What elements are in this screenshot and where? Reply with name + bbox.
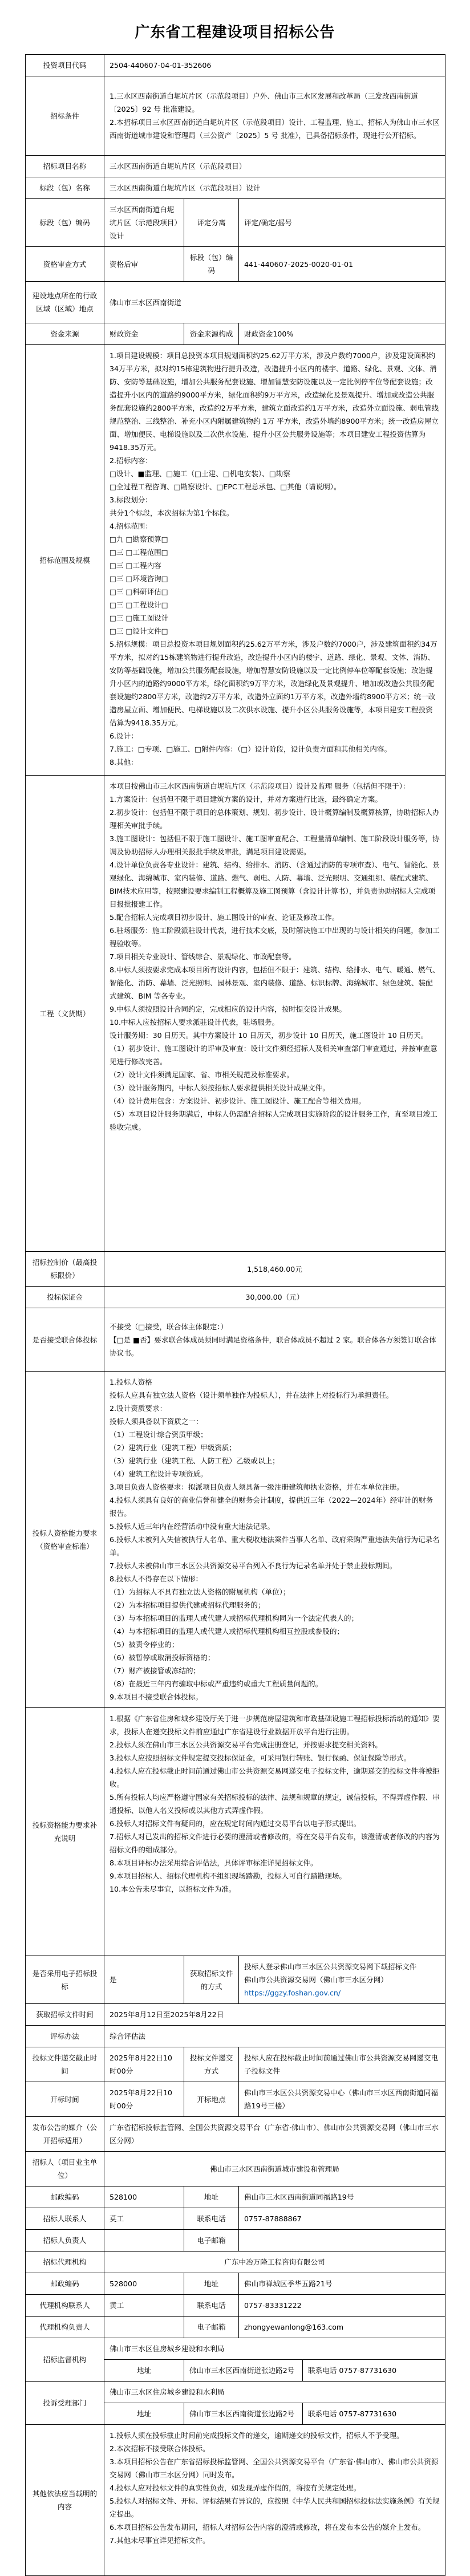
value-owner: 佛山市三水区西南街道城市建设和管理局 [104, 2152, 445, 2186]
row-owner-zip [26, 2186, 445, 2208]
row-project-code [26, 55, 445, 76]
value-owner-addr: 佛山市三水区西南街道同福路19号 [239, 2186, 445, 2208]
row-owner-contact [26, 2208, 445, 2230]
row-conditions [26, 76, 445, 156]
value-price: 1,518,460.00元 [104, 1252, 445, 1287]
row-scope [26, 345, 445, 776]
label-design: 工程（文货期） [26, 776, 104, 1252]
label-conditions: 招标条件 [26, 76, 104, 156]
row-section-name [26, 177, 445, 199]
label-agency-contact: 代理机构联系人 [26, 2295, 104, 2317]
label-section-name: 标段（包）名称 [26, 177, 104, 199]
notice-table [25, 54, 445, 2576]
label-funding: 资金来源 [26, 323, 104, 345]
value-section-name-2: 三水区西南街道白坭坑片区（示范段项目）设计 [104, 199, 184, 247]
row-agency-zip [26, 2273, 445, 2295]
label-qualification: 资格审查方式 [26, 247, 104, 282]
row-agency-contact [26, 2295, 445, 2317]
label-supervision-addr: 地址 [104, 2360, 184, 2382]
row-consortium [26, 1308, 445, 1372]
label-price: 招标控制价（最高投标限价） [26, 1252, 104, 1287]
label-project-code: 投资项目代码 [26, 55, 104, 76]
value-supervision: 佛山市三水区住房城乡建设和水利局 [104, 2338, 445, 2360]
value-bidder-requirements: 1.投标人资格 投标人应具有独立法人资格（设计须单独作为投标人），并在法律上对投标行为承担责任。 2.设计资质要求： 投标人须具备以下资质之一： （1）工程设计综合资质甲级； （2）建筑行业（建筑工程）甲级资质； （3）建筑行业（建筑工程、人防工程）乙级或以上； （4）建筑工程设计专项资质。 3.项目负责人资格要求：拟派项目负责人须具备一级注册建筑师执业资格，并在本单位注册。 4.投标人须具有良好的商业信誉和健全的财务会计制度，提供近三年（2022—2024年）经审计的财务报告。 5.投标人近三年内在经营活动中没有重大违法记录。 6.投标人未被列入失信被执行人名单、重大税收违法案件当事人名单、政府采购严重违法失信行为记录名单。 7.投标人未被佛山市三水区公共资源交易平台列入不良行为记录名单并处于禁止投标期间。 8.投标人不得存在以下情形： （1）为招标人不具有独立法人资格的附属机构（单位）； （2）为本招标项目提供代建或招标代理服务的； （3）与本招标项目的监理人或代建人或招标代理机构同为一个法定代表人的； （4）与本招标项目的监理人或代建人或招标代理机构相互控股或参股的； （5）被责令停业的； （6）被暂停或取消投标资格的； （7）财产被接管或冻结的； （8）在最近三年内有骗取中标或严重违约或重大工程质量问题的。 9.本项目不接受联合体投标。 [110, 1378, 440, 1701]
row-complaint [26, 2382, 445, 2403]
value-agency-addr: 佛山市禅城区季华五路21号 [239, 2273, 445, 2295]
label-agency-addr: 地址 [184, 2273, 239, 2295]
value-funding-ratio: 财政资金100% [239, 323, 445, 345]
tender-fetch-link[interactable]: https://ggzy.foshan.gov.cn/ [244, 1989, 341, 1997]
label-deadline: 投标文件递交截止时间 [26, 2047, 104, 2082]
value-tender-fetch-time: 2025年8月12日至2025年8月22日 [104, 2004, 445, 2026]
row-design [26, 776, 445, 1252]
page-title: 广东省工程建设项目招标公告 [135, 24, 335, 41]
value-complaint: 佛山市三水区住房城乡建设和水利局 [104, 2382, 445, 2403]
row-supervision [26, 2338, 445, 2360]
label-deadline-place: 投标文件递交方式 [184, 2047, 239, 2082]
label-supervision: 招标监督机构 [26, 2338, 104, 2382]
value-complaint-addr: 佛山市三水区西南街道张边路2号 [184, 2403, 303, 2425]
value-conditions: 1.三水区西南街道白坭坑片区（示范段项目）户外、佛山市三水区发展和改革局（三发改西南街道〔2025〕92 号 批准建设。 2.本招标项目三水区西南街道白坭坑片区（示范段项目）设计、工程监理、施工、招标人为佛山市三水区西南街道城市建设和管理局（三公资产〔2025〕5 号 批准），已具备招标条件，现进行公开招标。 [110, 92, 440, 140]
value-funding: 财政资金 [104, 323, 184, 345]
label-scope: 招标范围及规模 [26, 345, 104, 776]
value-owner-phone: 0757-87888867 [239, 2208, 445, 2230]
value-eval-method: 综合评估法 [104, 2026, 445, 2047]
row-tender-doc [26, 1956, 445, 2004]
value-owner-email [239, 2230, 445, 2252]
value-media: 广东省招标投标监管网、全国公共资源交易平台（广东省·佛山市）、佛山市公共资源交易网（佛山市三水区分网） [104, 2117, 445, 2152]
label-agency-phone: 联系电话 [184, 2295, 239, 2317]
label-project-name: 招标项目名称 [26, 156, 104, 177]
label-bid-method: 评定分离 [184, 199, 239, 247]
label-funding-ratio: 资金来源构成 [184, 323, 239, 345]
label-other: 其他依法应当载明的内容 [26, 2425, 104, 2576]
row-tender-time [26, 2004, 445, 2026]
label-supervision-phone: 联系电话 [308, 2366, 337, 2375]
value-other-requirements: 1.根据《广东省住房和城乡建设厅关于进一步规范房屋建筑和市政基础设施工程招标投标活动的通知》要求，投标人在递交投标文件前应通过广东省建设行业数据开放平台进行注册。 2.投标人须在佛山市三水区公共资源交易平台完成注册登记，并按要求提交相关资料。 3.投标人应按照招标文件规定提交投标保证金，可采用银行转账、银行保函、保证保险等形式。 4.投标人应在投标截止时间前通过佛山市公共资源交易网递交电子投标文件，逾期递交的投标文件将被拒收。 5.所有投标人均应严格遵守国家有关招标投标的法律、法规和规章的规定，诚信投标，不得弄虚作假、串通投标、以他人名义投标或以其他方式弄虚作假。 6.投标人对招标文件有疑问的，应在规定时间内通过交易平台以电子形式提出。 7.招标人对已发出的招标文件进行必要的澄清或者修改的，将在交易平台发布，该澄清或者修改的内容为招标文件的组成部分。 8.本项目评标办法采用综合评估法，具体评审标准详见招标文件。 9.本项目招标人、招标代理机构不组织现场踏勘，投标人可自行踏勘现场。 10.本公告未尽事宜，以招标文件为准。 [110, 1714, 440, 1893]
label-complaint-phone: 联系电话 [308, 2409, 337, 2418]
value-consortium: 不接受（□接受，联合体主体限定：） 【□是 ■否】要求联合体成员须同时满足资格条件，联合体成员不超过 2 家。联合体各方须签订联合体协议书。 [110, 1322, 436, 1357]
row-media [26, 2117, 445, 2152]
label-bidder-requirements: 投标人资格能力要求（资格审查标准） [26, 1372, 104, 1708]
value-complaint-phone: 0757-87731630 [339, 2409, 397, 2418]
label-agency: 招标代理机构 [26, 2252, 104, 2273]
label-agency-zip: 邮政编码 [26, 2273, 104, 2295]
label-open-place: 开标地点 [184, 2082, 239, 2117]
label-owner-phone: 联系电话 [184, 2208, 239, 2230]
value-qualification: 资格后审 [104, 247, 184, 282]
value-address: 佛山市三水区西南街道 [104, 282, 445, 323]
label-address: 建设地点所在的行政区域（区域）地点 [26, 282, 104, 323]
value-bond: 30,000.00（元） [104, 1287, 445, 1308]
row-qualification [26, 247, 445, 282]
label-owner-email: 电子邮箱 [184, 2230, 239, 2252]
value-owner-zip: 528100 [104, 2186, 184, 2208]
value-agency-rep [104, 2317, 184, 2338]
label-other-requirements: 投标资格能力要求补充说明 [26, 1708, 104, 1956]
value-agency-zip: 528000 [104, 2273, 184, 2295]
value-design: 本项目按佛山市三水区西南街道白坭坑片区（示范段项目）设计及监理 服务（包括但不限于）： 1.方案设计：包括但不限于项目建筑方案的设计，并对方案进行比选，最终确定方案。 2.初步设计：包括但不限于项目的总体策划、规划、初步设计、设计概算编制及概算核算，协助招标人办理相关审批手续。 3.施工图设计：包括但不限于施工图设计、施工图审查配合、工程量清单编制、施工阶段设计服务等，协调及协助招标人办理相关报批手续及审批，满足项目建设需要。 4.设计单位负责各专业设计：建筑、结构、给排水、消防、（含通过消防的专项审查）、电气、智能化、景观绿化、海绵城市、室内装修、道路、燃气、弱电、人防、幕墙、泛光照明、交通组织、装配式建筑、BIM技术应用等，按照建设要求编制工程概算及施工图预算（含设计计算书），并负责协助招标人完成项目报批报建工作。 5.配合招标人完成项目初步设计、施工图设计的审查、论证及修改工作。 6.驻场服务：施工阶段派驻设计代表，进行技术交底，及时解决施工中出现的与设计相关的问题，参加工程验收等。 7.项目相关专业设计、管线综合、景观绿化、市政配套等。 8.中标人须按要求完成本项目所有设计内容，包括但不限于：建筑、结构、给排水、电气、暖通、燃气、智能化、消防、幕墙、泛光照明、园林景观、室内装修、道路、标识标牌、海绵城市、绿色建筑、装配式建筑、BIM 等各专业。 9.中标人须按照设计合同约定，完成相应的设计内容，按时提交设计成果。 10.中标人应按招标人要求派驻设计代表，驻场服务。 设计服务期：30 日历天。其中方案设计 10 日历天，初步设计 10 日历天，施工图设计 10 日历天。 （1）初步设计、施工图设计的评审及审查：设计文件须经招标人及相关审查部门审查通过，并按审查意见进行修改完善。 （2）设计文件须满足国家、省、市相关规范及标准要求。 （3）设计服务期内，中标人须按招标人要求提供相关设计成果文件。 （4）设计费用包含：方案设计、初步设计、施工图设计、施工配合等相关费用。 （5）本项目设计服务期满后，中标人仍需配合招标人完成项目实施阶段的设计服务工作，直至项目竣工验收完成。 [110, 782, 440, 1131]
label-section-code-2: 标段（包）编码 [184, 247, 239, 282]
row-bond [26, 1287, 445, 1308]
label-eval-method: 评标办法 [26, 2026, 104, 2047]
label-tender-doc: 是否采用电子招标投标 [26, 1956, 104, 2004]
label-owner-contact: 招标人联系人 [26, 2208, 104, 2230]
label-complaint: 投诉受理部门 [26, 2382, 104, 2425]
label-agency-rep: 代理机构负责人 [26, 2317, 104, 2338]
value-open-place: 佛山市三水区公共资源交易中心（佛山市三水区西南街道同福路19号三楼） [239, 2082, 445, 2117]
row-open [26, 2082, 445, 2117]
value-section-name: 三水区西南街道白坭坑片区（示范段项目）设计 [104, 177, 445, 199]
label-section-code: 标段（包）编码 [26, 199, 104, 247]
row-price [26, 1252, 445, 1287]
value-deadline: 2025年8月22日10时00分 [104, 2047, 184, 2082]
value-agency-phone: 0757-83331222 [239, 2295, 445, 2317]
row-funding [26, 323, 445, 345]
label-tender-fetch-time: 获取招标文件时间 [26, 2004, 104, 2026]
label-complaint-addr: 地址 [104, 2403, 184, 2425]
row-address [26, 282, 445, 323]
row-eval-method [26, 2026, 445, 2047]
label-bond: 投标保证金 [26, 1287, 104, 1308]
label-owner-zip: 邮政编码 [26, 2186, 104, 2208]
value-other: 1.投标人须在投标截止时间前完成投标文件的递交，逾期递交的投标文件，招标人不予受理。 2.本次招标不接受联合体投标。 3.本项目招标公告在广东省招标投标监管网、全国公共资源交易平台（广东省·佛山市）、佛山市公共资源交易网（佛山市三水区分网）同时发布。 4.投标人应对投标文件的真实性负责，如发现弄虚作假的，将按有关规定处理。 5.投标人对招标文件、开标、评标结果有异议的，应按照《中华人民共和国招标投标法实施条例》有关规定提出。 6.本项目招标公告发布期间，招标人对招标公告内容的澄清或修改，将在发布本公告的媒介上发布。 7.其他未尽事宜详见招标文件。 [110, 2431, 440, 2545]
label-owner-addr: 地址 [184, 2186, 239, 2208]
label-media: 发布公告的媒介（公开招标适用） [26, 2117, 104, 2152]
value-tender-fetch: 投标人登录佛山市三水区公共资源交易网下载招标文件 [244, 1962, 417, 1971]
row-section [26, 199, 445, 247]
value-agency-email: zhongyewanlong@163.com [239, 2317, 445, 2338]
row-agency-rep [26, 2317, 445, 2338]
label-consortium: 是否接受联合体投标 [26, 1308, 104, 1372]
row-owner-rep [26, 2230, 445, 2252]
row-agency [26, 2252, 445, 2273]
row-other [26, 2425, 445, 2576]
row-bidder-requirements [26, 1372, 445, 1708]
label-owner-rep: 招标人负责人 [26, 2230, 104, 2252]
value-open: 2025年8月22日10时00分 [104, 2082, 184, 2117]
value-owner-rep [104, 2230, 184, 2252]
row-other-requirements [26, 1708, 445, 1956]
value-supervision-addr: 佛山市三水区西南街道张边路2号 [184, 2360, 303, 2382]
value-project-code: 2504-440607-04-01-352606 [104, 55, 445, 76]
value-bid-method: 评定/确定/摇号 [239, 199, 445, 247]
label-agency-email: 电子邮箱 [184, 2317, 239, 2338]
row-deadline [26, 2047, 445, 2082]
value-section-code: 441-440607-2025-0020-01-01 [239, 247, 445, 282]
value-supervision-phone: 0757-87731630 [339, 2366, 397, 2375]
label-tender-fetch: 获取招标文件的方式 [184, 1956, 239, 2004]
value-project-name: 三水区西南街道白坭坑片区（示范段项目） [104, 156, 445, 177]
value-scope: 1.项目建设规模：项目总投资本项目规划面积约25.62万平方米，涉及户数约7000户，涉及建设面积约34万平方米，拟对约15栋建筑物进行提升改造，改造提升小区内的楼宇、道路、绿化、景观、文体、消防、安防等基础设施，增加公共服务配套设施、增加智慧安防设施以及一定比例停车位等配套设施；改造提升小区内的道路约9000平方米，绿化面积约9万平方米，改造绿化及景观提升、增加或改造公共服务配套设施约2800平方米，改造约2万平方米，建筑立面改造约1万平方米，改造外立面设施、弱电管线规范整治、三线整治、补充小区内附属建筑物约 1万 平方米，改造外墙约8900平方米；统一改造房屋立面、增加便民、电梯设施以及二次供水设施、提升小区公共服务设施等；本项目建安工程投资估算为9418.35万元。 2.招标内容： □设计、■监理、□施工（□土建、□机电安装）、□勘察 □全过程工程咨询、□勘察设计、□EPC工程总承包、□其他（请说明）。 3.标段划分： 共分1个标段，本次招标为第1个标段。 4.招标范围： □九 □勘察预算□ □三 □工程范围□ □三 □工程内容 □三 □环境咨询□ □三 □科研评估□ □三 □工程设计□ □三 □施工图设计 □三 □设计文件□ 5.招标规模：项目总投资本项目规划面积约25.62万平方米，涉及户数约7000户，涉及建筑面积约34万平方米，拟对约15栋建筑物进行提升改造，改造提升小区内的楼宇、道路、绿化、景观、文体、消防、安防等基础设施，增加公共服务配套设施，增加智慧安防设施以及一定比例停车位等配套设施；改造提升小区内的道路约9000平方米，绿化面积约9万平方米，改造绿化及景观提升、增加或改造公共服务配套设施约2800平方米，改造约2万平方米，改造外立面约1万平方米，改造外墙约8900平方米；统一改造房屋立面、增加便民、电梯设施以及二次供水设施、提升小区公共服务设施等，本项目建安工程投资估算为9418.35万元。 6.设计： 7.施工：□专项、□施工、□附件内容：（□）设计阶段，设计负责方面和其他相关内容。 8.其他： [110, 351, 439, 766]
row-project-name [26, 156, 445, 177]
value-owner-contact: 莫工 [104, 2208, 184, 2230]
value-tender-doc: 是 [104, 1956, 184, 2004]
value-tender-fetch-addr: 佛山市公共资源交易网（佛山市三水区分网） [244, 1975, 388, 1984]
label-open: 开标时间 [26, 2082, 104, 2117]
value-deadline-place: 投标人应在投标截止时间前通过佛山市公共资源交易网递交电子投标文件 [239, 2047, 445, 2082]
label-owner: 招标人（项目业主单位） [26, 2152, 104, 2186]
value-agency: 广东中冶万隆工程咨询有限公司 [104, 2252, 445, 2273]
value-agency-contact: 黄工 [104, 2295, 184, 2317]
row-owner [26, 2152, 445, 2186]
